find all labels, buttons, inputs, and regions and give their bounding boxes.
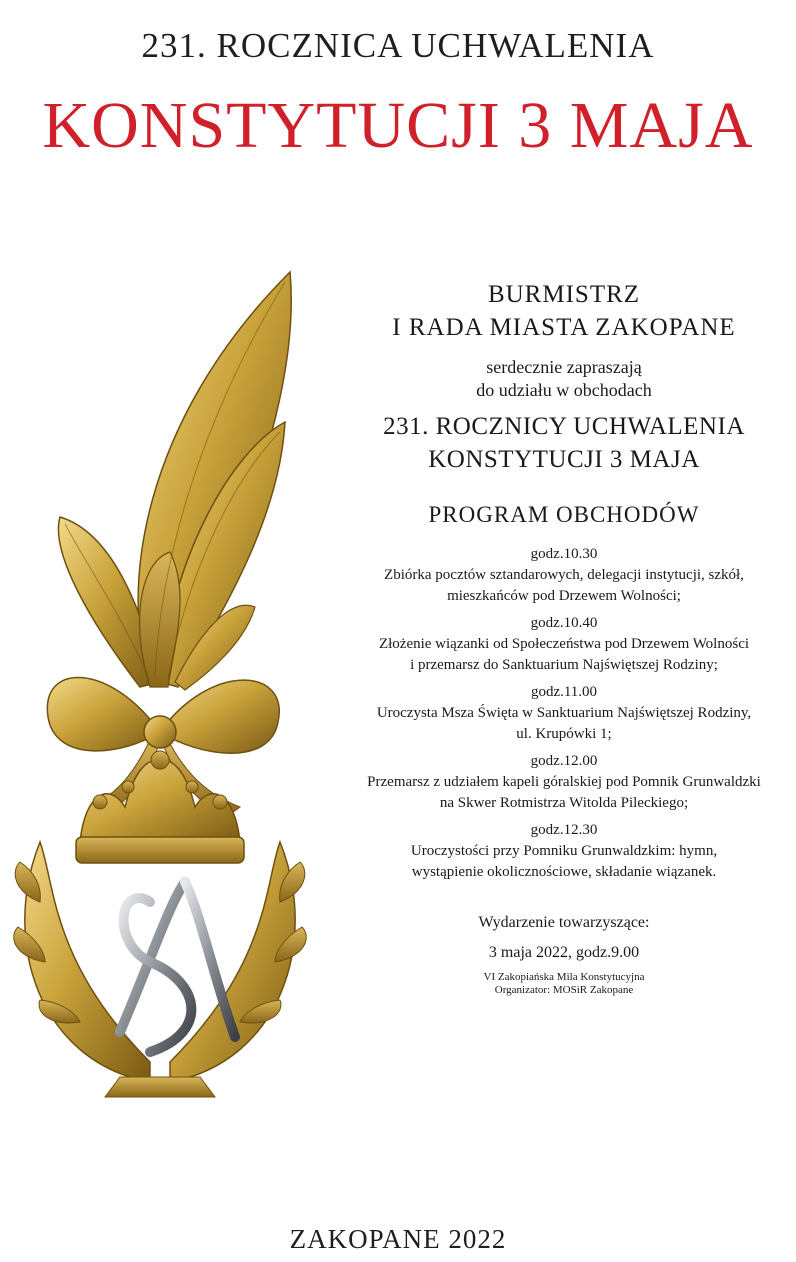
accompanying-label: Wydarzenie towarzyszące:	[478, 914, 650, 931]
program-desc: mieszkańców pod Drzewem Wolności;	[447, 588, 681, 604]
footer-place-year: ZAKOPANE 2022	[289, 1224, 507, 1254]
accompanying-organizer: Organizator: MOSiR Zakopane	[494, 984, 634, 996]
program-item	[336, 613, 792, 676]
program-heading: PROGRAM OBCHODÓW	[428, 502, 700, 527]
program-item	[336, 751, 792, 814]
program-desc: ul. Krupówki 1;	[516, 726, 612, 742]
program-time: godz.12.00	[530, 753, 598, 769]
anniversary-line-1: 231. ROCZNICY UCHWALENIA	[383, 413, 745, 440]
program-desc: Przemarsz z udziałem kapeli góralskiej pod Pomnik Grunwaldzki	[367, 774, 761, 790]
top-title: 231. ROCZNICA UCHWALENIA	[141, 26, 655, 65]
anniversary-line-2: KONSTYTUCJI 3 MAJA	[428, 446, 700, 473]
program-item	[336, 544, 792, 607]
program-desc: wystąpienie okolicznościowe, składanie wiązanek.	[411, 864, 717, 880]
program-desc: na Skwer Rotmistrza Witolda Pileckiego;	[439, 795, 689, 811]
program-time: godz.11.00	[530, 684, 598, 700]
organizer-line-2: I RADA MIASTA ZAKOPANE	[392, 314, 736, 341]
program-desc: i przemarsz do Sanktuarium Najświętszej Rodziny;	[410, 657, 718, 673]
royal-emblem-image	[0, 262, 320, 1102]
program-time: godz.10.30	[530, 546, 598, 562]
organizer-line-1: BURMISTRZ	[487, 281, 641, 308]
program-desc: Uroczysta Msza Święta w Sanktuarium Najświętszej Rodziny,	[376, 705, 752, 721]
accompanying-event: VI Zakopiańska Mila Konstytucyjna	[483, 971, 645, 983]
program-time: godz.12.30	[530, 822, 598, 838]
invite-line-2: do udziału w obchodach	[476, 380, 652, 400]
invite-line-1: serdecznie zapraszają	[486, 357, 642, 377]
program-desc: Złożenie wiązanki od Społeczeństwa pod Drzewem Wolności	[378, 636, 750, 652]
invitation-column	[336, 278, 792, 997]
accompanying-date: 3 maja 2022, godz.9.00	[488, 944, 640, 961]
program-item	[336, 682, 792, 745]
program-desc: Zbiórka pocztów sztandarowych, delegacji instytucji, szkół,	[384, 567, 744, 583]
program-item	[336, 820, 792, 883]
program-time: godz.10.40	[530, 615, 598, 631]
main-title: KONSTYTUCJI 3 MAJA	[42, 89, 754, 162]
program-desc: Uroczystości przy Pomniku Grunwaldzkim: hymn,	[410, 843, 718, 859]
